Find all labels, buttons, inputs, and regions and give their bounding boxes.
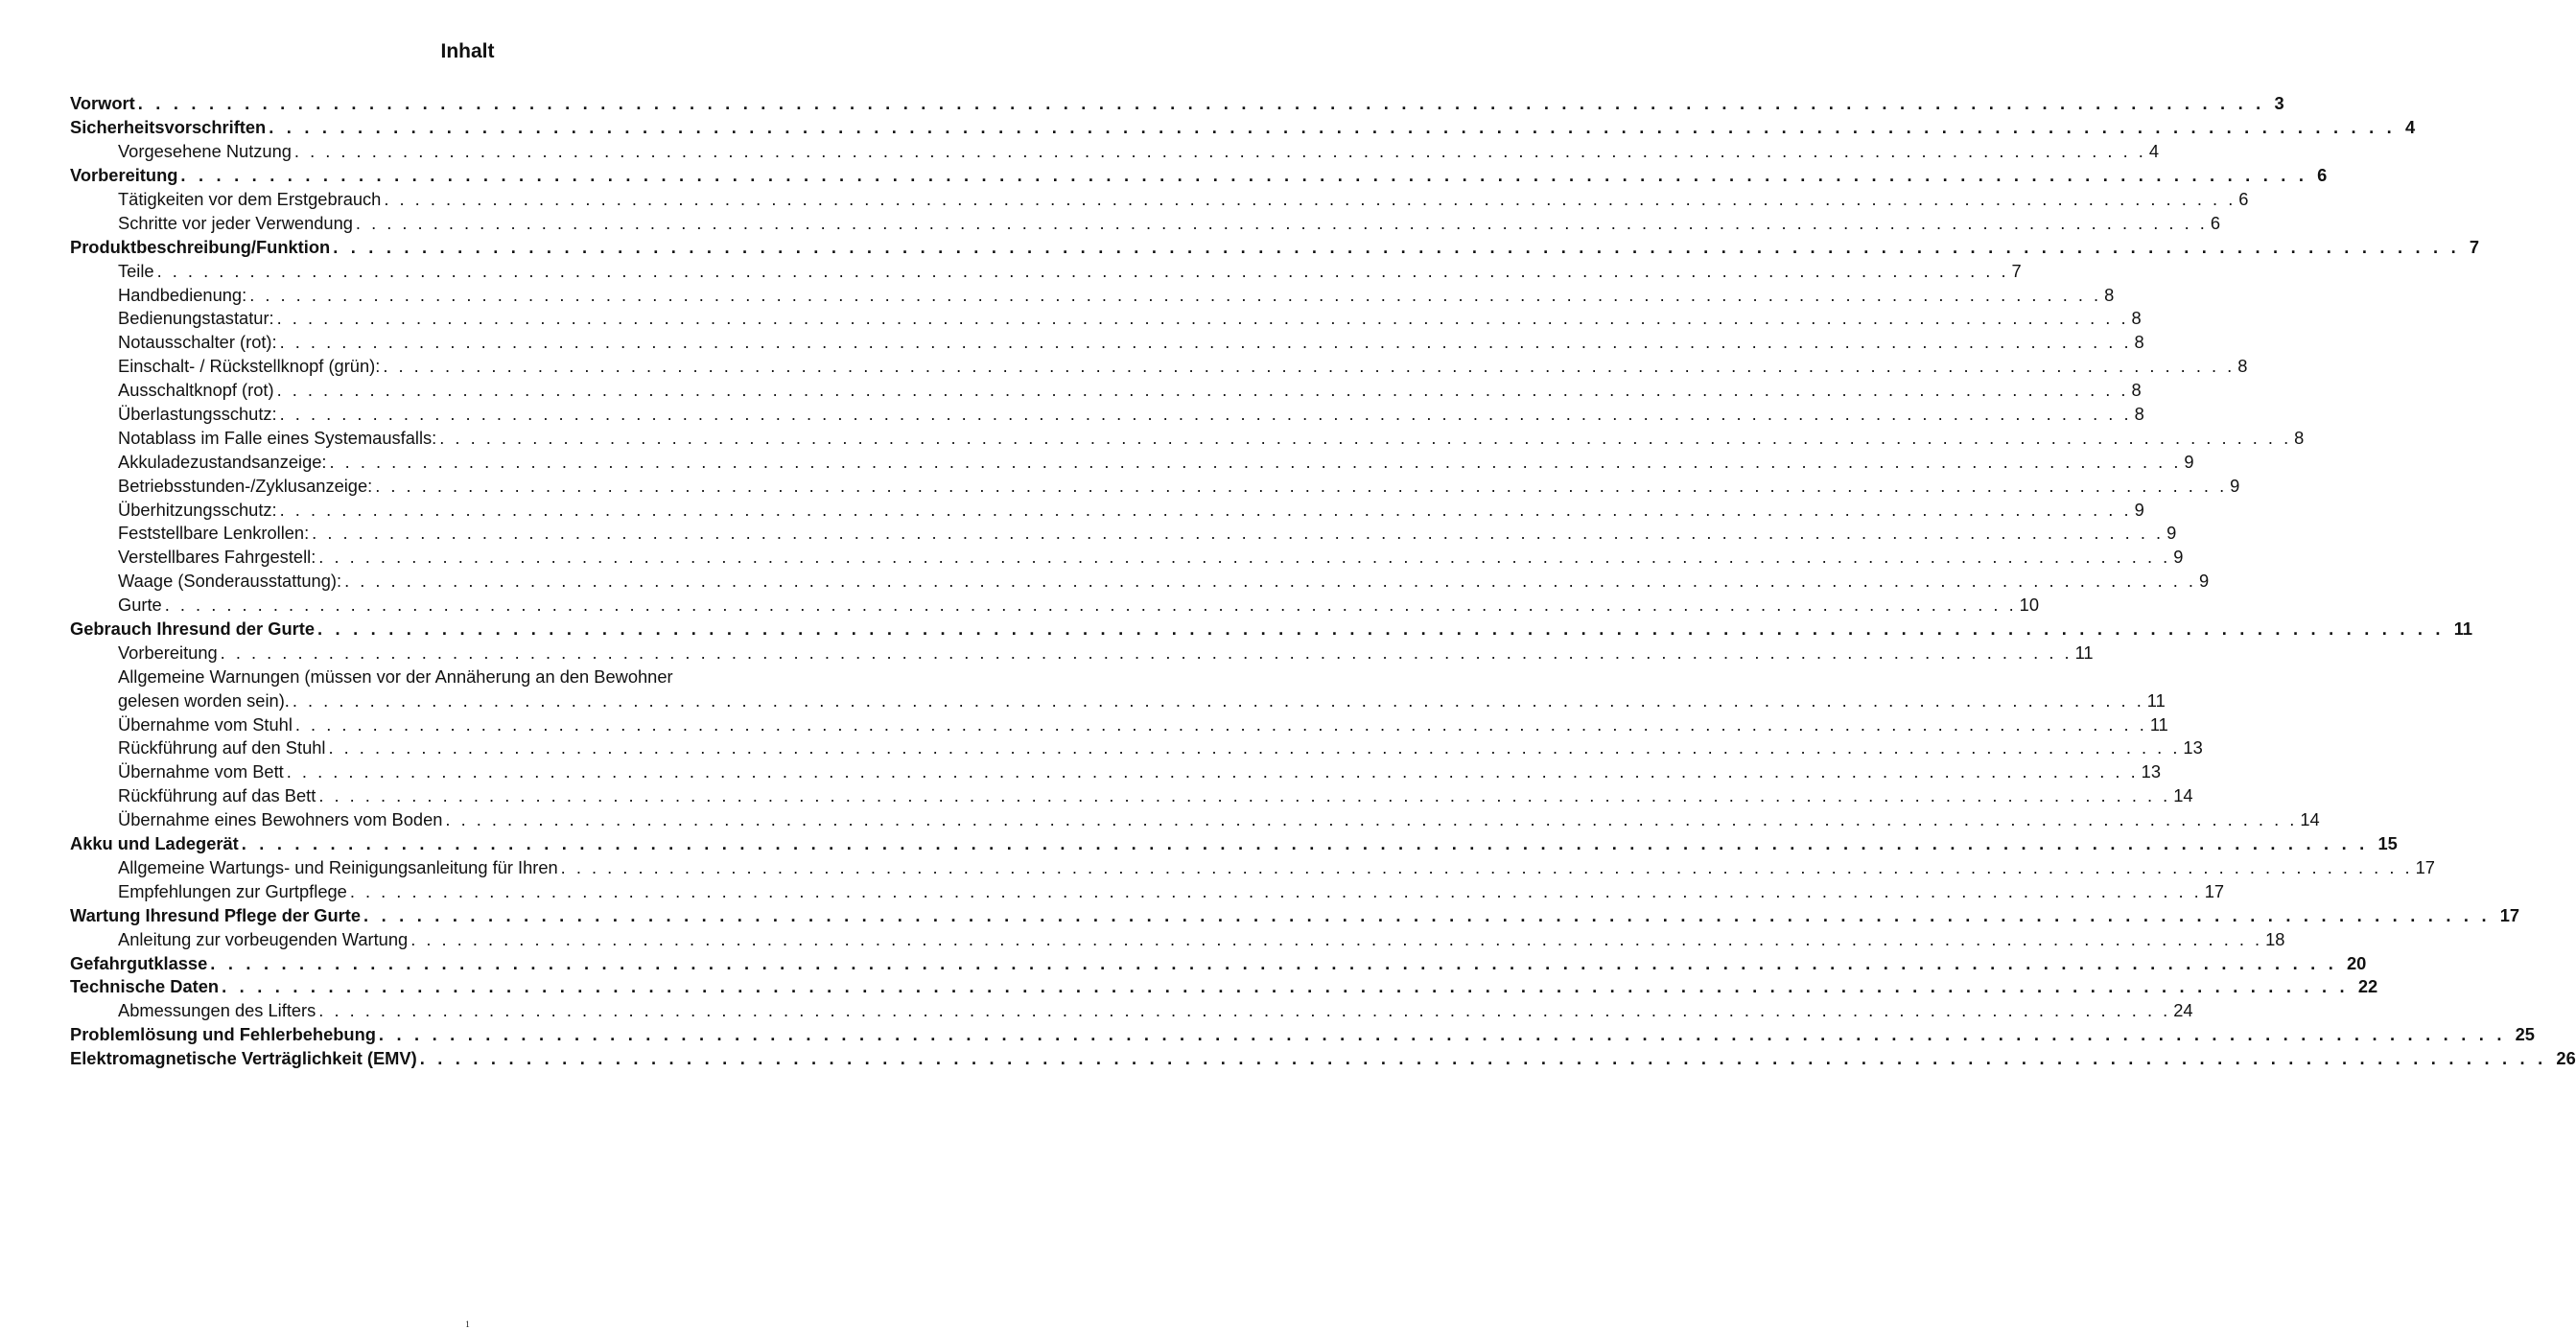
toc-page-number: 11	[2149, 713, 2168, 735]
toc-page-number: 9	[2230, 475, 2240, 496]
toc-page-number: 9	[2173, 547, 2184, 568]
toc-dot-leader: . . . . . . . . . . . . . . . . . . . . . . . . . . . . . . . . . . . . . . . . . . . . . . . . . . . . . . . . . . . . . . . . . . . . . . . . . . . . . . . . . . . . . . . . . . . . . . . . . . . . . . . . . . . . . . . . . . . . . . . .	[384, 189, 2236, 209]
toc-entry-title: Übernahme vom Bett	[118, 761, 284, 782]
toc-page-number: 4	[2404, 117, 2416, 138]
toc-dot-leader: . . . . . . . . . . . . . . . . . . . . . . . . . . . . . . . . . . . . . . . . . . . . . . . . . . . . . . . . . . . . . . . . . . . . . . . . . . . . . . . . . . . . . . . . . . . . . . . . . . . . . . . . . . . . . . . . . . . . . . . .	[363, 904, 2491, 925]
toc-page-number: 9	[2134, 499, 2144, 520]
toc-dot-leader: . . . . . . . . . . . . . . . . . . . . . . . . . . . . . . . . . . . . . . . . . . . . . . . . . . . . . . . . . . . . . . . . . . . . . . . . . . . . . . . . . . . . . . . . . . . . . . . . . . . . . . . . . . . . . . . . . . . . . . . .	[164, 595, 2017, 616]
toc-section-entry[interactable]	[70, 307, 2142, 331]
toc-entry-title: Allgemeine Wartungs- und Reinigungsanleitung für Ihren	[118, 856, 558, 877]
toc-entry-title: Handbedienung:	[118, 284, 247, 305]
toc-dot-leader: . . . . . . . . . . . . . . . . . . . . . . . . . . . . . . . . . . . . . . . . . . . . . . . . . . . . . . . . . . . . . . . . . . . . . . . . . . . . . . . . . . . . . . . . . . . . . . . . . . . . . . . . . . . . . . . . . . . . . . . .	[156, 260, 2009, 281]
toc-page-number: 8	[2134, 332, 2144, 353]
toc-dot-leader: . . . . . . . . . . . . . . . . . . . . . . . . . . . . . . . . . . . . . . . . . . . . . . . . . . . . . . . . . . . . . . . . . . . . . . . . . . . . . . . . . . . . . . . . . . . . . . . . . . . . . . . . . . . . . . . . . . . . . . . .	[375, 475, 2228, 496]
toc-dot-leader: . . . . . . . . . . . . . . . . . . . . . . . . . . . . . . . . . . . . . . . . . . . . . . . . . . . . . . . . . . . . . . . . . . . . . . . . . . . . . . . . . . . . . . . . . . . . . . . . . . . . . . . . . . . . . . . . . . . . . . . .	[560, 856, 2413, 877]
toc-page-number: 25	[2515, 1024, 2535, 1045]
toc-section-entry[interactable]	[70, 570, 2210, 594]
toc-dot-leader: . . . . . . . . . . . . . . . . . . . . . . . . . . . . . . . . . . . . . . . . . . . . . . . . . . . . . . . . . . . . . . . . . . . . . . . . . . . . . . . . . . . . . . . . . . . . . . . . . . . . . . . . . . . . . . . . . . . . . . . .	[445, 809, 2298, 830]
toc-section-entry[interactable]	[70, 879, 2225, 903]
toc-dot-leader: . . . . . . . . . . . . . . . . . . . . . . . . . . . . . . . . . . . . . . . . . . . . . . . . . . . . . . . . . . . . . . . . . . . . . . . . . . . . . . . . . . . . . . . . . . . . . . . . . . . . . . . . . . . . . . . . . . . . . . . .	[383, 356, 2236, 377]
toc-chapter-entry[interactable]	[70, 164, 2328, 188]
toc-entry-title: Vorbereitung	[70, 165, 178, 186]
toc-dot-leader: . . . . . . . . . . . . . . . . . . . . . . . . . . . . . . . . . . . . . . . . . . . . . . . . . . . . . . . . . . . . . . . . . . . . . . . . . . . . . . . . . . . . . . . . . . . . . . . . . . . . . . . . . . . . . . . . . . . . . . . .	[317, 618, 2445, 640]
toc-dot-leader: . . . . . . . . . . . . . . . . . . . . . . . . . . . . . . . . . . . . . . . . . . . . . . . . . . . . . . . . . . . . . . . . . . . . . . . . . . . . . . . . . . . . . . . . . . . . . . . . . . . . . . . . . . . . . . . . . . . . . . . .	[378, 1024, 2506, 1045]
toc-dot-leader: . . . . . . . . . . . . . . . . . . . . . . . . . . . . . . . . . . . . . . . . . . . . . . . . . . . . . . . . . . . . . . . . . . . . . . . . . . . . . . . . . . . . . . . . . . . . . . . . . . . . . . . . . . . . . . . . . . . . . . . .	[286, 761, 2139, 782]
toc-chapter-entry[interactable]	[70, 235, 2480, 259]
toc-entry-title: Übernahme eines Bewohners vom Boden	[118, 809, 443, 830]
toc-entry-title: Produktbeschreibung/Funktion	[70, 236, 331, 257]
toc-page-number: 13	[2183, 737, 2203, 758]
toc-page-number: 8	[2131, 308, 2142, 329]
toc-section-entry[interactable]	[70, 594, 2039, 618]
toc-entry-title: Vorbereitung	[118, 642, 218, 663]
toc-section-entry[interactable]	[70, 211, 2220, 235]
toc-entry-title: Einschalt- / Rückstellknopf (grün):	[118, 356, 381, 377]
toc-page-number: 14	[2300, 809, 2320, 830]
toc-page-number: 17	[2499, 904, 2520, 925]
toc-section-entry[interactable]	[70, 331, 2144, 355]
toc-entry-title: Tätigkeiten vor dem Erstgebrauch	[118, 189, 382, 209]
toc-section-entry[interactable]	[70, 188, 2249, 212]
toc-section-entry[interactable]	[70, 760, 2162, 784]
toc-page-number: 11	[2453, 618, 2473, 640]
toc-section-entry[interactable]	[70, 856, 2435, 880]
toc-page-number: 17	[2204, 880, 2225, 901]
toc-entry-title: Ausschaltknopf (rot)	[118, 380, 274, 401]
toc-dot-leader: . . . . . . . . . . . . . . . . . . . . . . . . . . . . . . . . . . . . . . . . . . . . . . . . . . . . . . . . . . . . . . . . . . . . . . . . . . . . . . . . . . . . . . . . . . . . . . . . . . . . . . . . . . . . . . . . . . . . . . . .	[349, 880, 2202, 901]
toc-chapter-entry[interactable]	[70, 116, 2416, 140]
toc-page-number: 10	[2019, 595, 2039, 616]
toc-page-number: 4	[2148, 141, 2160, 162]
toc-section-entry[interactable]	[70, 665, 842, 688]
toc-dot-leader: . . . . . . . . . . . . . . . . . . . . . . . . . . . . . . . . . . . . . . . . . . . . . . . . . . . . . . . . . . . . . . . . . . . . . . . . . . . . . . . . . . . . . . . . . . . . . . . . . . . . . . . . . . . . . . . . . . . . . . . .	[329, 451, 2182, 472]
toc-dot-leader: . . . . . . . . . . . . . . . . . . . . . . . . . . . . . . . . . . . . . . . . . . . . . . . . . . . . . . . . . . . . . . . . . . . . . . . . . . . . . . . . . . . . . . . . . . . . . . . . . . . . . . . . . . . . . . . . . . . . . . . .	[318, 785, 2171, 806]
toc-entry-title: Vorwort	[70, 93, 135, 114]
toc-dot-leader: . . . . . . . . . . . . . . . . . . . . . . . . . . . . . . . . . . . . . . . . . . . . . . . . . . . . . . . . . . . . . . . . . . . . . . . . . . . . . . . . . . . . . . . . . . . . . . . . . . . . . . . . . . . . . . . . . . . . . . . .	[292, 689, 2144, 711]
toc-chapter-entry[interactable]	[70, 951, 2367, 975]
toc-entry-title: Verstellbares Fahrgestell:	[118, 547, 316, 568]
toc-page-number: 3	[2274, 93, 2284, 114]
toc-page-number: 17	[2415, 856, 2435, 877]
toc-chapter-entry[interactable]	[70, 975, 2378, 999]
toc-entry-title: Wartung Ihres	[70, 904, 188, 925]
toc-chapter-entry[interactable]	[70, 903, 2520, 927]
toc-entry-title: Gurte	[118, 595, 162, 616]
toc-dot-leader: . . . . . . . . . . . . . . . . . . . . . . . . . . . . . . . . . . . . . . . . . . . . . . . . . . . . . . . . . . . . . . . . . . . . . . . . . . . . . . . . . . . . . . . . . . . . . . . . . . . . . . . . . . . . . . . . . . . . . . . .	[419, 1048, 2547, 1069]
toc-chapter-entry[interactable]	[70, 618, 2473, 642]
toc-entry-title: Technische Daten	[70, 976, 220, 997]
toc-entry-title: Überhitzungsschutz:	[118, 499, 277, 520]
toc-page-number: 7	[2011, 260, 2022, 281]
toc-entry-title: gelesen worden sein).	[118, 689, 290, 711]
toc-page-number: 8	[2131, 380, 2142, 401]
toc-dot-leader: . . . . . . . . . . . . . . . . . . . . . . . . . . . . . . . . . . . . . . . . . . . . . . . . . . . . . . . . . . . . . . . . . . . . . . . . . . . . . . . . . . . . . . . . . . . . . . . . . . . . . . . . . . . . . . . . . . . . . . . .	[210, 952, 2337, 973]
toc-entry-title: Akku und Ladegerät	[70, 833, 239, 854]
toc-dot-leader: . . . . . . . . . . . . . . . . . . . . . . . . . . . . . . . . . . . . . . . . . . . . . . . . . . . . . . . . . . . . . . . . . . . . . . . . . . . . . . . . . . . . . . . . . . . . . . . . . . . . . . . . . . . . . . . . . . . . . . . .	[318, 547, 2171, 568]
toc-page-number: 11	[2146, 689, 2166, 711]
toc-section-entry[interactable]	[70, 379, 2142, 403]
toc-page-number: 8	[2104, 284, 2115, 305]
toc-page-number: 22	[2357, 976, 2378, 997]
toc-entry-title: Übernahme vom Stuhl	[118, 713, 293, 735]
toc-chapter-entry[interactable]	[70, 832, 2398, 856]
toc-section-entry[interactable]	[70, 474, 2240, 498]
table-of-contents	[70, 92, 2576, 1071]
toc-section-entry[interactable]	[70, 784, 2193, 808]
toc-section-entry[interactable]	[70, 403, 2144, 427]
toc-section-entry[interactable]	[70, 712, 2168, 736]
toc-dot-leader: . . . . . . . . . . . . . . . . . . . . . . . . . . . . . . . . . . . . . . . . . . . . . . . . . . . . . . . . . . . . . . . . . . . . . . . . . . . . . . . . . . . . . . . . . . . . . . . . . . . . . . . . . . . . . . . . . . . . . . . .	[344, 571, 2196, 592]
page-title: Inhalt	[440, 40, 495, 62]
toc-page-number: 11	[2074, 642, 2094, 663]
toc-dot-leader: . . . . . . . . . . . . . . . . . . . . . . . . . . . . . . . . . . . . . . . . . . . . . . . . . . . . . . . . . . . . . . . . . . . . . . . . . . . . . . . . . . . . . . . . . . . . . . . . . . . . . . . . . . . . . . . . . . . . . . . .	[318, 1000, 2171, 1021]
toc-section-entry[interactable]	[70, 259, 2022, 283]
toc-entry-title: Allgemeine Warnungen (müssen vor der Annäherung an den Bewohner	[118, 665, 673, 687]
toc-dot-leader: . . . . . . . . . . . . . . . . . . . . . . . . . . . . . . . . . . . . . . . . . . . . . . . . . . . . . . . . . . . . . . . . . . . . . . . . . . . . . . . . . . . . . . . . . . . . . . . . . . . . . . . . . . . . . . . . . . . . . . . .	[269, 117, 2396, 138]
toc-page-number: 8	[2294, 427, 2305, 448]
toc-page-number: 9	[2198, 571, 2210, 592]
toc-page-number: 20	[2346, 952, 2367, 973]
toc-page-number: 9	[2166, 523, 2177, 544]
toc-entry-title: Empfehlungen zur Gurtpflege	[118, 880, 347, 901]
toc-entry-title: Vorgesehene Nutzung	[118, 141, 292, 162]
toc-entry-title: Waage (Sonderausstattung):	[118, 571, 342, 592]
toc-dot-leader: . . . . . . . . . . . . . . . . . . . . . . . . . . . . . . . . . . . . . . . . . . . . . . . . . . . . . . . . . . . . . . . . . . . . . . . . . . . . . . . . . . . . . . . . . . . . . . . . . . . . . . . . . . . . . . . . . . . . . . . .	[279, 332, 2132, 353]
toc-page-number: 6	[2238, 189, 2249, 209]
toc-entry-title: Gebrauch Ihres	[70, 618, 199, 640]
toc-entry-title: Rückführung auf das Bett	[118, 785, 316, 806]
toc-section-entry[interactable]	[70, 140, 2160, 164]
toc-dot-leader: . . . . . . . . . . . . . . . . . . . . . . . . . . . . . . . . . . . . . . . . . . . . . . . . . . . . . . . . . . . . . . . . . . . . . . . . . . . . . . . . . . . . . . . . . . . . . . . . . . . . . . . . . . . . . . . . . . . . . . . .	[312, 523, 2165, 544]
toc-dot-leader: . . . . . . . . . . . . . . . . . . . . . . . . . . . . . . . . . . . . . . . . . . . . . . . . . . . . . . . . . . . . . . . . . . . . . . . . . . . . . . . . . . . . . . . . . . . . . . . . . . . . . . . . . . . . . . . . . . . . . . . .	[180, 165, 2308, 186]
toc-entry-title: Problemlösung und Fehlerbehebung	[70, 1024, 376, 1045]
toc-entry-title-continued: und Pflege der Gurte	[187, 904, 362, 925]
toc-section-entry[interactable]	[70, 736, 2203, 760]
toc-entry-title: Notausschalter (rot):	[118, 332, 277, 353]
toc-page-number: 7	[2469, 236, 2480, 257]
toc-entry-title: Betriebsstunden-/Zyklusanzeige:	[118, 475, 373, 496]
toc-dot-leader: . . . . . . . . . . . . . . . . . . . . . . . . . . . . . . . . . . . . . . . . . . . . . . . . . . . . . . . . . . . . . . . . . . . . . . . . . . . . . . . . . . . . . . . . . . . . . . . . . . . . . . . . . . . . . . . . . . . . . . . .	[279, 499, 2132, 520]
toc-section-entry[interactable]	[70, 283, 2115, 307]
toc-entry-title: Bedienungstastatur:	[118, 308, 274, 329]
toc-dot-leader: . . . . . . . . . . . . . . . . . . . . . . . . . . . . . . . . . . . . . . . . . . . . . . . . . . . . . . . . . . . . . . . . . . . . . . . . . . . . . . . . . . . . . . . . . . . . . . . . . . . . . . . . . . . . . . . . . . . . . . . .	[355, 212, 2208, 233]
toc-dot-leader: . . . . . . . . . . . . . . . . . . . . . . . . . . . . . . . . . . . . . . . . . . . . . . . . . . . . . . . . . . . . . . . . . . . . . . . . . . . . . . . . . . . . . . . . . . . . . . . . . . . . . . . . . . . . . . . . . . . . . . . .	[222, 976, 2349, 997]
toc-section-entry[interactable]	[70, 688, 2166, 712]
toc-dot-leader: . . . . . . . . . . . . . . . . . . . . . . . . . . . . . . . . . . . . . . . . . . . . . . . . . . . . . . . . . . . . . . . . . . . . . . . . . . . . . . . . . . . . . . . . . . . . . . . . . . . . . . . . . . . . . . . . . . . . . . . .	[276, 308, 2129, 329]
toc-entry-title: Überlastungsschutz:	[118, 404, 277, 425]
toc-section-entry[interactable]	[70, 426, 2305, 450]
toc-dot-leader: . . . . . . . . . . . . . . . . . . . . . . . . . . . . . . . . . . . . . . . . . . . . . . . . . . . . . . . . . . . . . . . . . . . . . . . . . . . . . . . . . . . . . . . . . . . . . . . . . . . . . . . . . . . . . . . . . . . . . . . .	[333, 236, 2460, 257]
toc-section-entry[interactable]	[70, 999, 2193, 1023]
toc-dot-leader: . . . . . . . . . . . . . . . . . . . . . . . . . . . . . . . . . . . . . . . . . . . . . . . . . . . . . . . . . . . . . . . . . . . . . . . . . . . . . . . . . . . . . . . . . . . . . . . . . . . . . . . . . . . . . . . . . . . . . . . .	[328, 737, 2181, 758]
toc-entry-title: Schritte vor jeder Verwendung	[118, 212, 353, 233]
toc-entry-title: Abmessungen des Lifters	[118, 1000, 316, 1021]
toc-dot-leader: . . . . . . . . . . . . . . . . . . . . . . . . . . . . . . . . . . . . . . . . . . . . . . . . . . . . . . . . . . . . . . . . . . . . . . . . . . . . . . . . . . . . . . . . . . . . . . . . . . . . . . . . . . . . . . . . . . . . . . . .	[276, 380, 2129, 401]
toc-section-entry[interactable]	[70, 498, 2144, 522]
toc-section-entry[interactable]	[70, 927, 2285, 951]
toc-dot-leader: . . . . . . . . . . . . . . . . . . . . . . . . . . . . . . . . . . . . . . . . . . . . . . . . . . . . . . . . . . . . . . . . . . . . . . . . . . . . . . . . . . . . . . . . . . . . . . . . . . . . . . . . . . . . . . . . . . . . . . . .	[294, 713, 2147, 735]
toc-section-entry[interactable]	[70, 355, 2248, 379]
toc-page-number: 8	[2237, 356, 2248, 377]
toc-page-number: 26	[2556, 1048, 2576, 1069]
toc-page-number: 18	[2265, 928, 2285, 949]
toc-page-number: 24	[2173, 1000, 2193, 1021]
toc-section-entry[interactable]	[70, 546, 2184, 570]
toc-entry-title: Gefahrgutklasse	[70, 952, 208, 973]
toc-page-number: 9	[2184, 451, 2194, 472]
toc-page-number: 6	[2210, 212, 2220, 233]
toc-entry-title: Notablass im Falle eines Systemausfalls:	[118, 427, 437, 448]
toc-dot-leader: . . . . . . . . . . . . . . . . . . . . . . . . . . . . . . . . . . . . . . . . . . . . . . . . . . . . . . . . . . . . . . . . . . . . . . . . . . . . . . . . . . . . . . . . . . . . . . . . . . . . . . . . . . . . . . . . . . . . . . . .	[410, 928, 2263, 949]
toc-entry-title: Akkuladezustandsanzeige:	[118, 451, 327, 472]
toc-entry-title: Anleitung zur vorbeugenden Wartung	[118, 928, 409, 949]
toc-dot-leader: . . . . . . . . . . . . . . . . . . . . . . . . . . . . . . . . . . . . . . . . . . . . . . . . . . . . . . . . . . . . . . . . . . . . . . . . . . . . . . . . . . . . . . . . . . . . . . . . . . . . . . . . . . . . . . . . . . . . . . . .	[293, 141, 2146, 162]
toc-page-number: 14	[2173, 785, 2193, 806]
toc-dot-leader: . . . . . . . . . . . . . . . . . . . . . . . . . . . . . . . . . . . . . . . . . . . . . . . . . . . . . . . . . . . . . . . . . . . . . . . . . . . . . . . . . . . . . . . . . . . . . . . . . . . . . . . . . . . . . . . . . . . . . . . .	[220, 642, 2073, 663]
toc-page-number: 6	[2317, 165, 2328, 186]
toc-page-number: 13	[2141, 761, 2162, 782]
toc-dot-leader: . . . . . . . . . . . . . . . . . . . . . . . . . . . . . . . . . . . . . . . . . . . . . . . . . . . . . . . . . . . . . . . . . . . . . . . . . . . . . . . . . . . . . . . . . . . . . . . . . . . . . . . . . . . . . . . . . . . . . . . .	[249, 284, 2102, 305]
toc-section-entry[interactable]	[70, 450, 2194, 474]
toc-chapter-entry[interactable]	[70, 92, 2284, 116]
toc-dot-leader: . . . . . . . . . . . . . . . . . . . . . . . . . . . . . . . . . . . . . . . . . . . . . . . . . . . . . . . . . . . . . . . . . . . . . . . . . . . . . . . . . . . . . . . . . . . . . . . . . . . . . . . . . . . . . . . . . . . . . . . .	[137, 93, 2265, 114]
toc-entry-title: Feststellbare Lenkrollen:	[118, 523, 310, 544]
toc-section-entry[interactable]	[70, 808, 2320, 832]
toc-section-entry[interactable]	[70, 522, 2177, 546]
toc-chapter-entry[interactable]	[70, 1023, 2535, 1047]
toc-entry-title: Elektromagnetische Verträglichkeit (EMV)	[70, 1048, 417, 1069]
toc-page-number: 15	[2377, 833, 2398, 854]
toc-entry-title: Sicherheitsvorschriften	[70, 117, 267, 138]
toc-entry-title: Teile	[118, 260, 154, 281]
page-number: 1	[465, 1319, 470, 1329]
toc-page-number: 8	[2134, 404, 2144, 425]
toc-dot-leader: . . . . . . . . . . . . . . . . . . . . . . . . . . . . . . . . . . . . . . . . . . . . . . . . . . . . . . . . . . . . . . . . . . . . . . . . . . . . . . . . . . . . . . . . . . . . . . . . . . . . . . . . . . . . . . . . . . . . . . . .	[439, 427, 2292, 448]
toc-dot-leader: . . . . . . . . . . . . . . . . . . . . . . . . . . . . . . . . . . . . . . . . . . . . . . . . . . . . . . . . . . . . . . . . . . . . . . . . . . . . . . . . . . . . . . . . . . . . . . . . . . . . . . . . . . . . . . . . . . . . . . . .	[279, 404, 2132, 425]
toc-section-entry[interactable]	[70, 641, 2094, 665]
toc-entry-title-continued: und der Gurte	[199, 618, 315, 640]
toc-chapter-entry[interactable]	[70, 1047, 2576, 1071]
toc-entry-title: Rückführung auf den Stuhl	[118, 737, 326, 758]
toc-dot-leader: . . . . . . . . . . . . . . . . . . . . . . . . . . . . . . . . . . . . . . . . . . . . . . . . . . . . . . . . . . . . . . . . . . . . . . . . . . . . . . . . . . . . . . . . . . . . . . . . . . . . . . . . . . . . . . . . . . . . . . . .	[241, 833, 2369, 854]
